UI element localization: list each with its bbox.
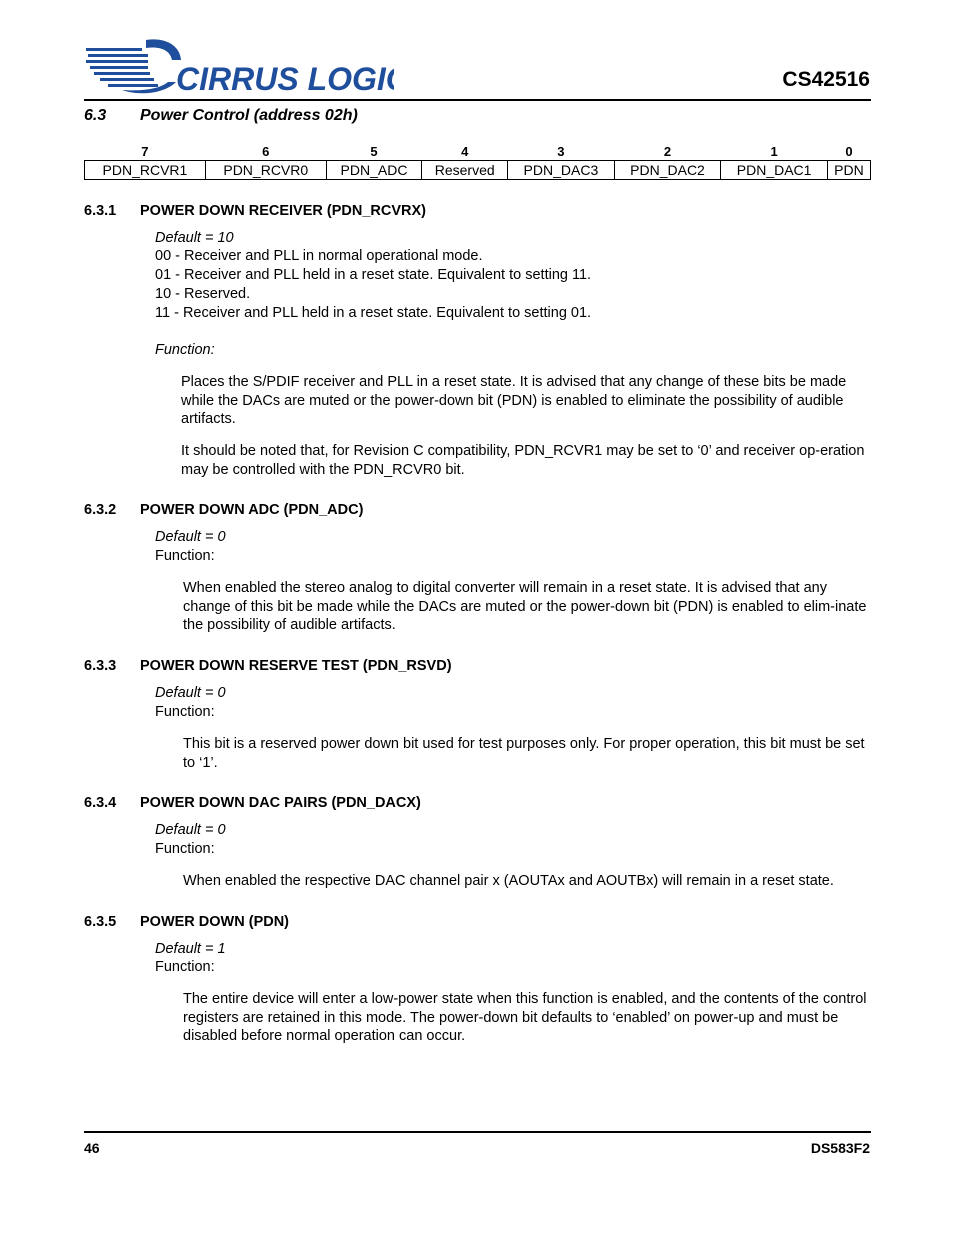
default-value: Default = 10 [155, 230, 234, 246]
subsection-heading-634 [84, 795, 421, 811]
option-line: 10 - Reserved. [155, 286, 251, 302]
option-line: 11 - Receiver and PLL held in a reset state. Equivalent to setting 01. [155, 305, 592, 321]
logo-text: CIRRUS LOGIC [176, 61, 394, 96]
function-label: Function: [155, 548, 215, 564]
part-number: CS42516 [782, 68, 870, 91]
subsection-number: 6.3.4 [84, 795, 117, 811]
bit-number: 2 [663, 144, 672, 159]
description-paragraph: When enabled the respective DAC channel pair x (AOUTAx and AOUTBx) will remain in a reset state. [183, 873, 834, 889]
description-paragraph: This bit is a reserved power down bit used for test purposes only. For proper operation, this bit must be set to ‘1’. [183, 736, 865, 771]
description-paragraph: It should be noted that, for Revision C compatibility, PDN_RCVR1 may be set to ‘0’ and receiver op-eration may be controlled with the PDN_RCVR0 bit. [181, 443, 865, 478]
bit-name-cell: PDN_DAC1 [721, 161, 828, 180]
subsection-title: POWER DOWN RESERVE TEST (PDN_RSVD) [140, 658, 452, 674]
bit-name-row [85, 161, 871, 180]
subsection-number: 6.3.2 [84, 502, 117, 518]
description-paragraph: Places the S/PDIF receiver and PLL in a reset state. It is advised that any change of these bits be made while the DACs are muted or the power-down bit (PDN) is enabled to eliminate the possibility of audible artifacts. [181, 374, 847, 428]
document-id: DS583F2 [810, 1140, 870, 1156]
default-value: Default = 0 [155, 685, 226, 701]
subsection-title: POWER DOWN DAC PAIRS (PDN_DACX) [140, 795, 421, 811]
bit-name-cell: Reserved [422, 161, 508, 180]
bit-name-cell: PDN_DAC2 [614, 161, 721, 180]
subsection-heading-631 [84, 203, 426, 219]
section-title: Power Control (address 02h) [140, 107, 358, 124]
section-number: 6.3 [84, 107, 107, 124]
subsection-number: 6.3.1 [84, 203, 117, 219]
logo-swirl-icon [84, 38, 394, 96]
option-line: 01 - Receiver and PLL held in a reset state. Equivalent to setting 11. [155, 267, 592, 283]
subsection-title: POWER DOWN ADC (PDN_ADC) [140, 502, 364, 518]
default-value: Default = 0 [155, 529, 226, 545]
bit-number: 6 [262, 144, 270, 159]
bit-number: 0 [845, 144, 853, 159]
function-label: Function: [155, 342, 215, 358]
footer-rule [84, 1131, 871, 1133]
default-value: Default = 0 [155, 822, 226, 838]
bit-number-row [85, 143, 871, 161]
subsection-number: 6.3.3 [84, 658, 117, 674]
subsection-title: POWER DOWN (PDN) [140, 914, 290, 930]
bit-name-cell: PDN_RCVR1 [85, 161, 206, 180]
bit-number: 7 [141, 144, 149, 159]
bit-name-cell: PDN_DAC3 [508, 161, 615, 180]
description-paragraph: When enabled the stereo analog to digital converter will remain in a reset state. It is advised that any change of this bit be made while the DACs are muted or the power-down bit (PDN) is enabled to elim-inate the possibility of audible artifacts. [183, 580, 867, 634]
bit-name-cell: PDN_ADC [326, 161, 422, 180]
cirrus-logic-logo [84, 38, 394, 96]
default-value: Default = 1 [155, 941, 226, 957]
function-label: Function: [155, 959, 215, 975]
subsection-title: POWER DOWN RECEIVER (PDN_RCVRX) [140, 203, 426, 219]
page-number: 46 [84, 1140, 100, 1156]
bit-name-cell: PDN [827, 161, 870, 180]
bit-name-cell: PDN_RCVR0 [205, 161, 326, 180]
subsection-number: 6.3.5 [84, 914, 117, 930]
bit-number: 3 [557, 144, 565, 159]
subsection-heading-633 [84, 658, 452, 674]
description-paragraph: The entire device will enter a low-power state when this function is enabled, and the contents of the control registers are retained in this mode. The power-down bit defaults to ‘enabled’ on power-up and must be disabled before normal operation can occur. [183, 991, 867, 1045]
register-bit-table [84, 143, 871, 180]
bit-number: 1 [770, 144, 778, 159]
function-label: Function: [155, 704, 215, 720]
option-line: 00 - Receiver and PLL in normal operational mode. [155, 248, 483, 264]
subsection-heading-635 [84, 914, 289, 930]
function-label: Function: [155, 841, 215, 857]
bit-number: 5 [370, 144, 378, 159]
subsection-heading-632 [84, 502, 363, 518]
header-rule [84, 99, 871, 101]
section-heading [84, 107, 358, 125]
bit-number: 4 [461, 144, 469, 159]
